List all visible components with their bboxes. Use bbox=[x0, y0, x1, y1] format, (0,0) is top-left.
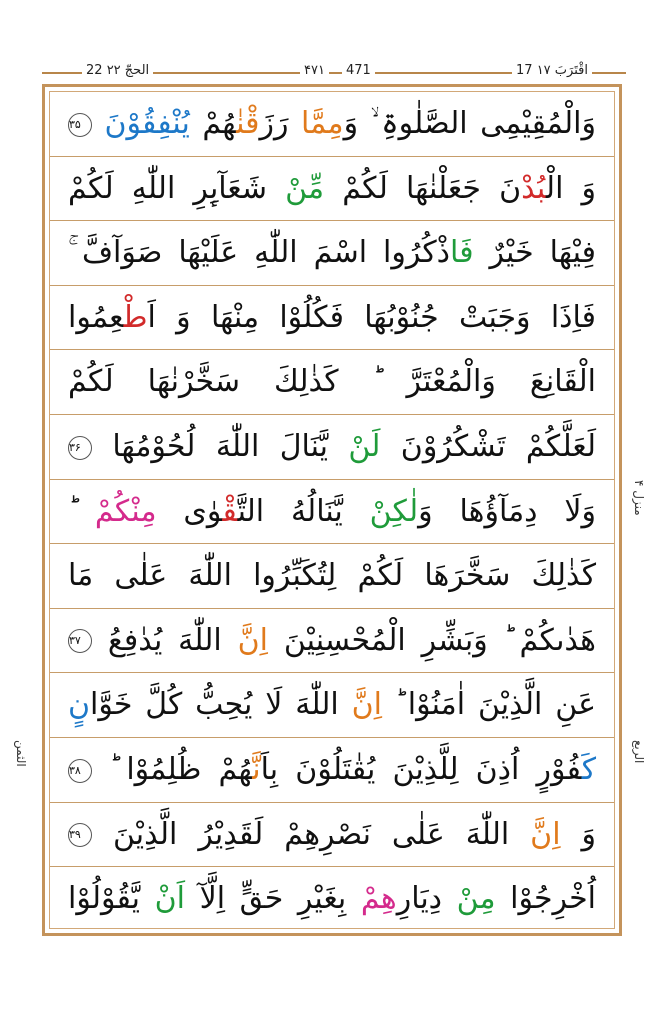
verse-line bbox=[50, 480, 614, 545]
verse-segment: وٰى bbox=[156, 493, 223, 529]
ayah-number-marker: ۳۹ bbox=[68, 823, 92, 847]
verse-segment: فِیْهَا خَیْرٌ bbox=[473, 235, 596, 271]
text-lines bbox=[49, 91, 615, 929]
ruku-marker: الربع bbox=[632, 740, 646, 764]
verse-segment: اُخْرِجُوْا bbox=[495, 881, 596, 917]
verse-segment: لَعَلَّكُمْ تَشْكُرُوْنَ bbox=[380, 429, 597, 464]
ayah-number-marker: ۳۸ bbox=[68, 759, 92, 783]
verse-segment: یَّقُوْلُوْا bbox=[68, 881, 155, 917]
verse-line bbox=[50, 673, 614, 738]
verse-segment: دِیَارِ bbox=[396, 881, 457, 917]
verse-segment: اللّٰهَ لَا یُحِبُّ كُلَّ خَوَّا bbox=[90, 687, 352, 723]
verse-segment: كَذٰلِكَ سَخَّرَهَا لَكُمْ لِتُكَبِّرُوا اللّٰهَ عَلٰى مَا bbox=[68, 558, 596, 594]
verse-segment: فَاِذَا وَجَبَتْ جُنُوْبُهَا فَكُلُوْا مِنْهَا وَ اَ bbox=[147, 299, 596, 335]
verse-segment: هِمْ bbox=[360, 881, 397, 917]
verse-segment: وَ bbox=[560, 816, 596, 852]
verse-line bbox=[50, 157, 614, 222]
verse-segment: وَالْمُقِیْمِی الصَّلٰوۃِ ۙ وَ bbox=[343, 106, 596, 141]
verse-segment: یَّنَالَ اللّٰهَ لُحُوْمُهَا bbox=[112, 429, 349, 464]
page-header bbox=[42, 60, 626, 84]
verse-segment: بُدْ bbox=[521, 170, 546, 206]
verse-line bbox=[50, 609, 614, 674]
page-number: 471 bbox=[342, 60, 375, 82]
verse-segment: ھُمْ bbox=[189, 106, 237, 141]
verse-line bbox=[50, 867, 614, 932]
verse-segment: مِنْ bbox=[456, 881, 496, 917]
verse-line bbox=[50, 738, 614, 803]
verse-segment: لٰكِنْ bbox=[369, 493, 419, 529]
manzil-marker: منزل ۴ bbox=[632, 480, 646, 516]
verse-segment: الَّذِیْنَ bbox=[112, 816, 178, 852]
verse-line bbox=[50, 92, 614, 157]
verse-segment: یُنْفِقُوْنَ bbox=[104, 106, 190, 141]
verse-segment: مِنْكُمْ bbox=[94, 493, 157, 529]
verse-segment: شَعَآىِٕرِ اللّٰهِ لَكُمْ bbox=[68, 170, 286, 206]
verse-line bbox=[50, 286, 614, 351]
verse-segment: اللّٰهَ عَلٰى نَصْرِهِمْ لَقَدِیْرُ bbox=[177, 816, 531, 852]
verse-segment: عِمُوا bbox=[68, 299, 124, 335]
ayah-number-marker: ۳۷ bbox=[68, 629, 92, 653]
verse-segment: اُذِنَ لِلَّذِیْنَ یُقٰتَلُوْنَ بِاَ bbox=[260, 752, 520, 787]
page-number-urdu: ۴۷۱ bbox=[300, 60, 329, 82]
verse-segment: اللّٰهَ یُدٰفِعُ bbox=[107, 622, 238, 658]
verse-segment: قْ bbox=[222, 493, 238, 529]
verse-segment: نَّ bbox=[252, 752, 261, 787]
verse-segment: نَ جَعَلْنٰھَا لَكُمْ bbox=[324, 170, 522, 206]
verse-segment: مِمَّا bbox=[301, 106, 344, 141]
thumn-marker: الثمن bbox=[14, 740, 28, 767]
verse-segment: مِّنْ bbox=[285, 170, 325, 206]
verse-segment: بِغَیْرِ حَقٍّ اِلَّآ bbox=[185, 881, 361, 917]
verse-segment: فُوْرٍ bbox=[519, 752, 582, 787]
verse-segment: وَ الْ bbox=[545, 170, 596, 206]
verse-segment: ؕ bbox=[68, 493, 95, 529]
quran-text-frame bbox=[42, 84, 622, 936]
verse-segment: رَزَ bbox=[259, 106, 302, 141]
verse-line bbox=[50, 803, 614, 868]
verse-segment: هُمْ ظُلِمُوْا ؕ bbox=[109, 752, 253, 787]
verse-segment: هَدٰىكُمْ ؕ وَبَشِّرِ الْمُحْسِنِیْنَ bbox=[267, 622, 597, 658]
verse-segment: كَ bbox=[581, 752, 597, 787]
verse-line bbox=[50, 544, 614, 609]
verse-segment: یَّنَالُهُ التَّ bbox=[237, 493, 370, 529]
verse-segment: نٍ bbox=[68, 687, 91, 723]
verse-segment: طْ bbox=[123, 299, 148, 335]
verse-segment: الْقَانِعَ وَالْمُعْتَرَّ ؕ كَذٰلِكَ سَخَّرْنٰهَا لَكُمْ bbox=[68, 364, 596, 400]
verse-line bbox=[50, 221, 614, 286]
verse-segment: اِنَّ bbox=[237, 622, 268, 658]
verse-segment: اِنَّ bbox=[351, 687, 382, 723]
ayah-number-marker: ۳۵ bbox=[68, 113, 92, 137]
verse-line bbox=[50, 350, 614, 415]
verse-line bbox=[50, 415, 614, 480]
verse-segment: ذْكُرُوا اسْمَ اللّٰهِ عَلَیْهَا صَوَآفَّ ۚ bbox=[68, 235, 451, 271]
para-name-right: 17 اقْتَرَبَ ۱۷ bbox=[512, 60, 592, 82]
verse-segment: فَا bbox=[450, 235, 474, 271]
ayah-number-marker: ۳۶ bbox=[68, 436, 92, 460]
verse-segment: لَنْ bbox=[348, 429, 381, 464]
verse-segment: اِنَّ bbox=[530, 816, 561, 852]
verse-segment: وَلَا دِمَآؤُهَا وَ bbox=[418, 493, 596, 529]
verse-segment: اَنْ bbox=[154, 881, 185, 917]
verse-segment: عَنِ الَّذِیْنَ اٰمَنُوْا ؕ bbox=[382, 687, 596, 723]
surah-name-left: 22 الحجّ ۲۲ bbox=[82, 60, 153, 82]
verse-segment: قْنٰ bbox=[236, 106, 260, 141]
